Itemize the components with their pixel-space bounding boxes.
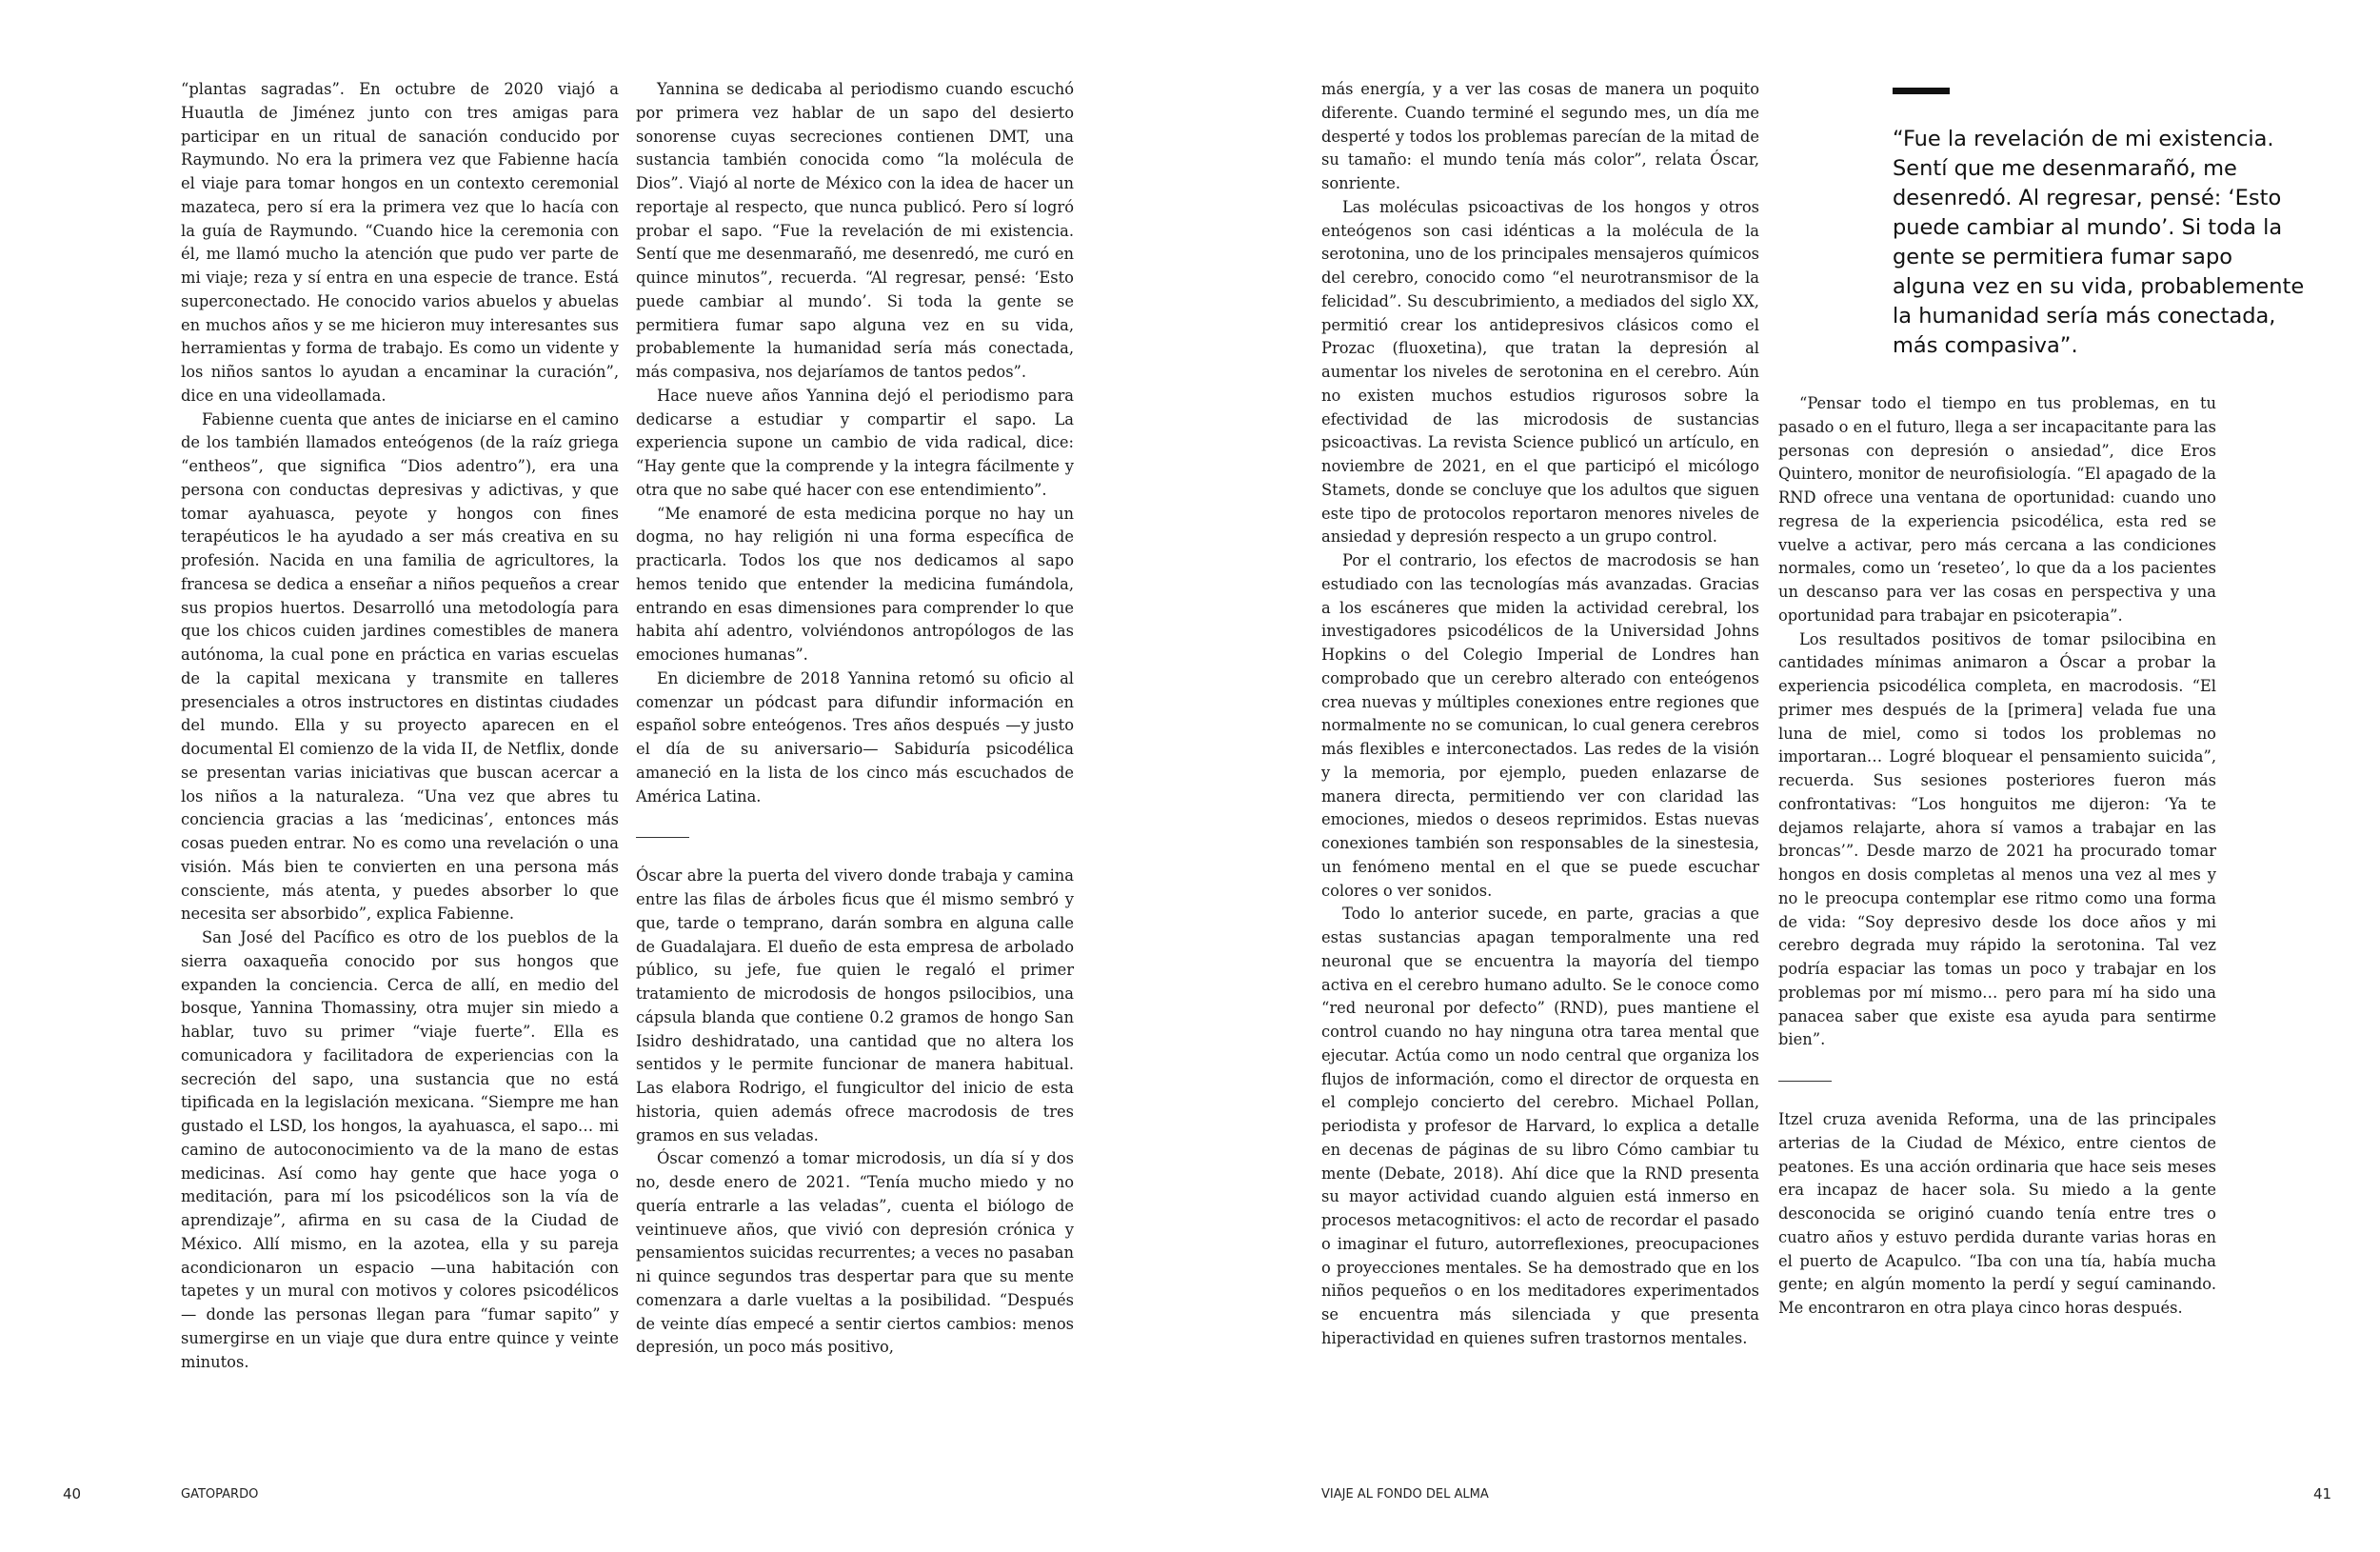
running-head: VIAJE AL FONDO DEL ALMA <box>1321 1487 1489 1502</box>
section-divider <box>636 837 689 838</box>
section-divider <box>1778 1081 1832 1082</box>
paragraph: “Me enamoré de esta medicina porque no hay un dogma, no hay religión ni una forma específica de practicarla. Todos los que nos dedicamos al sapo hemos tenido que entender la medicina fumándola, entrando en esas dimensiones para comprender lo que habita ahí adentro, volviéndonos antropólogos de las emociones humanas”. <box>636 504 1074 664</box>
paragraph: Las moléculas psicoactivas de los hongos y otros enteógenos son casi idénticas a la molécula de la serotonina, uno de los principales mensajeros químicos del cerebro, conocido como “el neurotransmisor de la felicidad”. Su descubrimiento, a mediados del siglo XX, permitió crear los antidepresivos clásicos como el Prozac (fluoxetina), que tratan la depresión al aumentar los niveles de serotonina en el cerebro. Aún no existen muchos estudios rigurosos sobre la efectividad de las microdosis de sustancias psicoactivas. La revista Science publicó un artículo, en noviembre de 2021, en el que participó el micólogo Stamets, donde se concluye que los adultos que siguen este tipo de protocolos reportaron menores niveles de ansiedad y depresión respecto a un grupo control. <box>1321 197 1759 547</box>
column-3 <box>1321 78 1759 1351</box>
paragraph: Hace nueve años Yannina dejó el periodismo para dedicarse a estudiar y compartir el sapo. La experiencia supone un cambio de vida radical, dice: “Hay gente que la comprende y la integra fácilmente y otra que no sabe qué hacer con ese entendimiento”. <box>636 386 1074 499</box>
paragraph: “Pensar todo el tiempo en tus problemas, en tu pasado o en el futuro, llega a ser incapacitante para las personas con depresión o ansiedad”, dice Eros Quintero, monitor de neurofisiología. “El apagado de la RND ofrece una ventana de oportunidad: cuando uno regresa de la experiencia psicodélica, esta red se vuelve a activar, pero más cercana a las condiciones normales, como un ‘reseteo’, lo que da a los pacientes un descanso para ver las cosas en perspectiva y una oportunidad para trabajar en psicoterapia”. <box>1778 394 2216 625</box>
page-number: 40 <box>63 1485 82 1502</box>
pull-quote-text: “Fue la revelación de mi existencia. Sentí que me desenmarañó, me desenredó. Al regresar, pensé: ‘Esto puede cambiar al mundo’. Si toda la gente se permitiera fumar sapo alguna vez en su vida, probablemente la humanidad sería más conectada, más compasiva”. <box>1893 127 2305 358</box>
paragraph: Fabienne cuenta que antes de iniciarse en el camino de los también llamados enteógenos (de la raíz griega “entheos”, que significa “Dios adentro”), era una persona con conductas depresivas y adictivas, y que tomar ayahuasca, peyote y hongos con fines terapéuticos le ha ayudado a ser más creativa en su profesión. Nacida en una familia de agricultores, la francesa se dedica a enseñar a niños pequeños a crear sus propios huertos. Desarrolló una metodología para que los chicos cuiden jardines comestibles de manera autónoma, la cual pone en práctica en varias escuelas de la capital mexicana y transmite en talleres presenciales a otros instructores en distintas ciudades del mundo. Ella y su proyecto aparecen en el documental El comienzo de la vida II, de Netflix, donde se presentan varias iniciativas que buscan acercar a los niños a la naturaleza. “Una vez que abres tu conciencia gracias a las ‘medicinas’, entonces más cosas pueden entrar. No es como una revelación o una visión. Más bien te convierten en una persona más consciente, más atenta, y puedes absorber lo que necesita ser absorbido”, explica Fabienne. <box>181 409 619 924</box>
column-2 <box>636 78 1074 1360</box>
pull-quote <box>1893 88 2311 361</box>
paragraph: En diciembre de 2018 Yannina retomó su oficio al comenzar un pódcast para difundir información en español sobre enteógenos. Tres años después —y justo el día de su aniversario— Sabiduría psicodélica amaneció en la lista de los cinco más escuchados de América Latina. <box>636 668 1074 806</box>
paragraph: Los resultados positivos de tomar psilocibina en cantidades mínimas animaron a Óscar a probar la experiencia psicodélica completa, en macrodosis. “El primer mes después de la [primera] velada fue una luna de miel, como si todos los problemas no importaran… Logré bloquear el pensamiento suicida”, recuerda. Sus sesiones posteriores fueron más confrontativas: “Los honguitos me dijeron: ‘Ya te dejamos relajarte, ahora sí vamos a trabajar en las broncas’”. Desde marzo de 2021 ha procurado tomar hongos en dosis completas al menos una vez al mes y no le preocupa contemplar ese ritmo como una forma de vida: “Soy depresivo desde los doce años y mi cerebro degrada muy rápido la serotonina. Tal vez podría espaciar las tomas un poco y trabajar en los problemas por mí mismo… pero para mí ha sido una panacea saber que existe esa ayuda para sentirme bien”. <box>1778 629 2216 1049</box>
pull-quote-bar <box>1893 88 1950 94</box>
column-1 <box>181 78 619 1374</box>
paragraph: Yannina se dedicaba al periodismo cuando escuchó por primera vez hablar de un sapo del desierto sonorense cuyas secreciones contienen DMT, una sustancia también conocida como “la molécula de Dios”. Viajó al norte de México con la idea de hacer un reportaje al respecto, que nunca publicó. Pero sí logró probar el sapo. “Fue la revelación de mi existencia. Sentí que me desenmarañó, me desenredó, me curó en quince minutos”, recuerda. “Al regresar, pensé: ‘Esto puede cambiar al mundo’. Si toda la gente se permitiera fumar sapo alguna vez en su vida, probablemente la humanidad sería más conectada, más compasiva, nos dejaríamos de tantos pedos”. <box>636 80 1074 381</box>
running-head: GATOPARDO <box>181 1487 259 1502</box>
paragraph: Óscar comenzó a tomar microdosis, un día sí y dos no, desde enero de 2021. “Tenía mucho miedo y no quería entrarle a las veladas”, cuenta el biólogo de veintinueve años, que vivió con depresión crónica y pensamientos suicidas recurrentes; a veces no pasaban ni quince segundos tras despertar para que su mente comenzara a darle vueltas a la posibilidad. “Después de veinte días empecé a sentir ciertos cambios: menos depresión, un poco más positivo, <box>636 1149 1074 1357</box>
column-4 <box>1778 392 2216 1321</box>
page-number: 41 <box>2313 1485 2332 1502</box>
paragraph: Óscar abre la puerta del vivero donde trabaja y camina entre las filas de árboles ficus que él mismo sembró y que, tarde o temprano, darán sombra en alguna calle de Guadalajara. El dueño de esta empresa de arbolado público, su jefe, fue quien le regaló el primer tratamiento de microdosis de hongos psilocibios, una cápsula blanda que contiene 0.2 gramos de hongo San Isidro deshidratado, una cantidad que no altera los sentidos y le permite funcionar de manera habitual. Las elabora Rodrigo, el fungicultor del inicio de esta historia, quien además ofrece macrodosis de tres gramos en sus veladas. <box>636 866 1074 1144</box>
paragraph: Todo lo anterior sucede, en parte, gracias a que estas sustancias apagan temporalmente una red neuronal que se encuentra la mayoría del tiempo activa en el cerebro humano adulto. Se le conoce como “red neuronal por defecto” (RND), pues mantiene el control cuando no hay ninguna otra tarea mental que ejecutar. Actúa como un nodo central que organiza los flujos de información, como el director de orquesta en el complejo concierto del cerebro. Michael Pollan, periodista y profesor de Harvard, lo explica a detalle en decenas de páginas de su libro Cómo cambiar tu mente (Debate, 2018). Ahí dice que la RND presenta su mayor actividad cuando alguien está inmerso en procesos metacognitivos: el acto de recordar el pasado o imaginar el futuro, autorreflexiones, preocupaciones o proyecciones mentales. Se ha demostrado que en los niños pequeños o en los meditadores experimentados se encuentra más silenciada y que presenta hiperactividad en quienes sufren trastornos mentales. <box>1321 905 1759 1347</box>
paragraph: “plantas sagradas”. En octubre de 2020 viajó a Huautla de Jiménez junto con tres amigas para participar en un ritual de sanación conducido por Raymundo. No era la primera vez que Fabienne hacía el viaje para tomar hongos en un contexto ceremonial mazateca, pero sí era la primera vez que lo hacía con la guía de Raymundo. “Cuando hice la ceremonia con él, me llamó mucho la atención que pudo ver parte de mi viaje; reza y sí entra en una especie de trance. Está superconectado. He conocido varios abuelos y abuelas en muchos años y se me hicieron muy interesantes sus herramientas y forma de trabajo. Es como un vidente y los niños santos lo ayudan a encaminar la curación”, dice en una videollamada. <box>181 80 619 405</box>
paragraph: Por el contrario, los efectos de macrodosis se han estudiado con las tecnologías más avanzadas. Gracias a los escáneres que miden la actividad cerebral, los investigadores psicodélicos de la Universidad Johns Hopkins o del Colegio Imperial de Londres han comprobado que un cerebro alterado con enteógenos crea nuevas y múltiples conexiones entre regiones que normalmente no se comunican, lo cual genera cerebros más flexibles e interconectados. Las redes de la visión y la memoria, por ejemplo, pueden enlazarse de manera directa, permitiendo ver con claridad las emociones, miedos o deseos reprimidos. Estas nuevas conexiones también son responsables de la sinestesia, un fenómeno mental en el que se puede escuchar colores o ver sonidos. <box>1321 551 1759 900</box>
paragraph: San José del Pacífico es otro de los pueblos de la sierra oaxaqueña conocido por sus hongos que expanden la conciencia. Cerca de allí, en medio del bosque, Yannina Thomassiny, otra mujer sin miedo a hablar, tuvo su primer “viaje fuerte”. Ella es comunicadora y facilitadora de experiencias con la secreción del sapo, una sustancia que no está tipificada en la legislación mexicana. “Siempre me han gustado el LSD, los hongos, la ayahuasca, el sapo… mi camino de autoconocimiento va de la mano de estas medicinas. Así como hay gente que hace yoga o meditación, para mí los psicodélicos son la vía de aprendizaje”, afirma en su casa de la Ciudad de México. Allí mismo, en la azotea, ella y su pareja acondicionaron un espacio —una habitación con tapetes y un mural con motivos y colores psicodélicos— donde las personas llegan para “fumar sapito” y sumergirse en un viaje que dura entre quince y veinte minutos. <box>181 928 619 1371</box>
right-page <box>1190 0 2380 1552</box>
paragraph: Itzel cruza avenida Reforma, una de las principales arterias de la Ciudad de México, entre cientos de peatones. Es una acción ordinaria que hace seis meses era incapaz de hacer sola. Su miedo a la gente desconocida se originó cuando tenía entre tres o cuatro años y estuvo perdida durante varias horas en el puerto de Acapulco. “Iba con una tía, había mucha gente; en algún momento la perdí y seguí caminando. Me encontraron en otra playa cinco horas después. <box>1778 1110 2216 1317</box>
paragraph: más energía, y a ver las cosas de manera un poquito diferente. Cuando terminé el segundo mes, un día me desperté y todos los problemas parecían de la mitad de su tamaño: el mundo tenía más color”, relata Óscar, sonriente. <box>1321 80 1759 192</box>
